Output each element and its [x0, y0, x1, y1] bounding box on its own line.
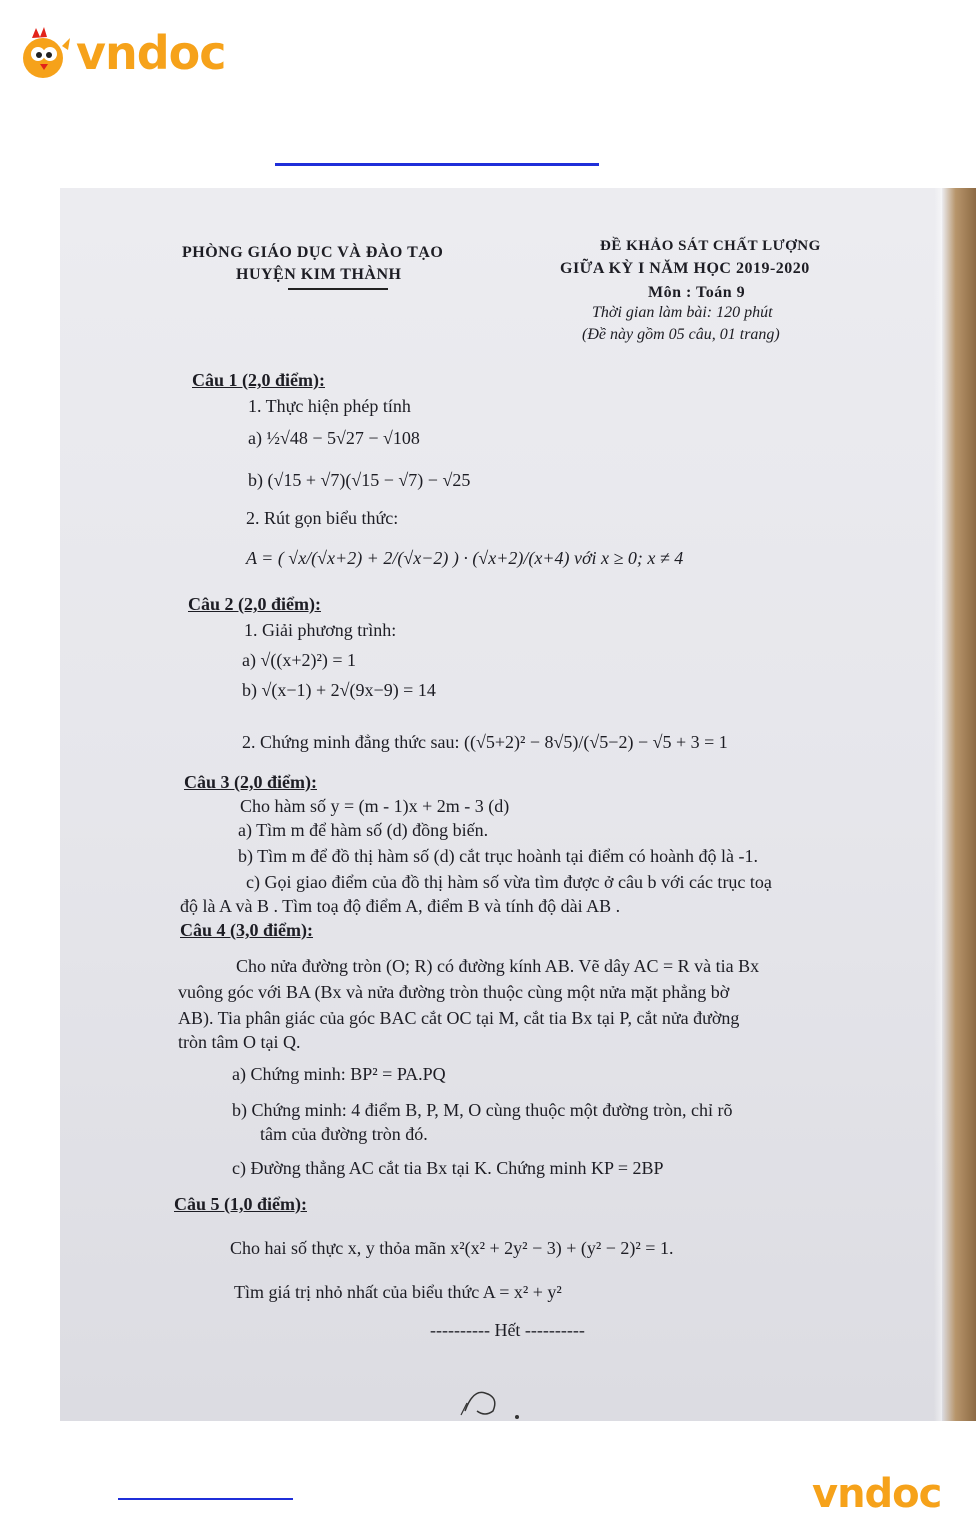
- q2-part2: 2. Chứng minh đẳng thức sau: ((√5+2)² − 8√5)/(√5−2) − √5 + 3 = 1: [242, 732, 728, 752]
- header-time: Thời gian làm bài: 120 phút: [592, 304, 773, 321]
- q1-title: Câu 1 (2,0 điểm):: [192, 370, 325, 390]
- q1-part1: 1. Thực hiện phép tính: [248, 396, 411, 416]
- exam-photo: [60, 188, 976, 1421]
- q4-line1: Cho nửa đường tròn (O; R) có đường kính AB. Vẽ dây AC = R và tia Bx: [236, 956, 760, 976]
- q4-line4: tròn tâm O tại Q.: [178, 1032, 301, 1052]
- header-left-underline: [288, 288, 388, 290]
- q3-b: b) Tìm m để đồ thị hàm số (d) cắt trục hoành tại điểm có hoành độ là -1.: [238, 846, 759, 866]
- q1-b: b) (√15 + √7)(√15 − √7) − √25: [248, 470, 471, 490]
- q4-b1: b) Chứng minh: 4 điểm B, P, M, O cùng thuộc một đường tròn, chỉ rõ: [232, 1100, 733, 1120]
- q4-line2: vuông góc với BA (Bx và nửa đường tròn thuộc cùng một nửa mặt phẳng bờ: [178, 982, 730, 1002]
- q4-title: Câu 4 (3,0 điểm):: [180, 920, 313, 940]
- q4-b2: tâm của đường tròn đó.: [260, 1124, 428, 1144]
- brand-wordmark: vndoc: [76, 26, 226, 80]
- vndoc-logo-bottom[interactable]: vndoc: [812, 1471, 942, 1517]
- q1-expr: A = ( √x/(√x+2) + 2/(√x−2) ) · (√x+2)/(x+4) với x ≥ 0; x ≠ 4: [246, 548, 684, 568]
- q2-title: Câu 2 (2,0 điểm):: [188, 594, 321, 614]
- header-left-line1: PHÒNG GIÁO DỤC VÀ ĐÀO TẠO: [182, 244, 444, 261]
- header-right-line1: ĐỀ KHẢO SÁT CHẤT LƯỢNG: [600, 238, 821, 254]
- table-edge: [942, 188, 976, 1421]
- chick-mascot-icon: [14, 24, 72, 82]
- q3-c1: c) Gọi giao điểm của đồ thị hàm số vừa tìm được ở câu b với các trục toạ: [246, 872, 772, 892]
- q4-c: c) Đường thẳng AC cắt tia Bx tại K. Chứng minh KP = 2BP: [232, 1158, 664, 1178]
- header-note: (Đề này gồm 05 câu, 01 trang): [582, 326, 780, 343]
- q5-line1: Cho hai số thực x, y thỏa mãn x²(x² + 2y² − 3) + (y² − 2)² = 1.: [230, 1238, 674, 1258]
- q3-c2: độ là A và B . Tìm toạ độ điểm A, điểm B và tính độ dài AB .: [180, 896, 621, 916]
- q5-line2: Tìm giá trị nhỏ nhất của biểu thức A = x² + y²: [234, 1282, 562, 1302]
- q3-title: Câu 3 (2,0 điểm):: [184, 772, 317, 792]
- header-left-line2: HUYỆN KIM THÀNH: [236, 266, 402, 283]
- q1-a: a) ½√48 − 5√27 − √108: [248, 428, 420, 448]
- signature-mark: [455, 1381, 525, 1421]
- q2-a: a) √((x+2)²) = 1: [242, 650, 357, 670]
- header-right-line2: GIỮA KỲ I NĂM HỌC 2019-2020: [560, 260, 810, 277]
- q3-intro: Cho hàm số y = (m - 1)x + 2m - 3 (d): [240, 796, 510, 816]
- q1-part2: 2. Rút gọn biểu thức:: [246, 508, 399, 528]
- q4-a: a) Chứng minh: BP² = PA.PQ: [232, 1064, 446, 1084]
- q2-part1: 1. Giải phương trình:: [244, 620, 397, 640]
- q3-a: a) Tìm m để hàm số (d) đồng biến.: [238, 820, 489, 840]
- q5-title: Câu 5 (1,0 điểm):: [174, 1194, 307, 1214]
- bottom-link-underline[interactable]: [118, 1498, 293, 1500]
- header-subject: Môn : Toán 9: [648, 284, 746, 301]
- q4-line3: AB). Tia phân giác của góc BAC cắt OC tại M, cắt tia Bx tại P, cắt nửa đường: [178, 1008, 740, 1028]
- vndoc-logo-top[interactable]: [14, 22, 254, 84]
- q2-b: b) √(x−1) + 2√(9x−9) = 14: [242, 680, 436, 700]
- top-link-underline[interactable]: [275, 163, 599, 166]
- end-mark: ---------- Hết ----------: [430, 1320, 585, 1340]
